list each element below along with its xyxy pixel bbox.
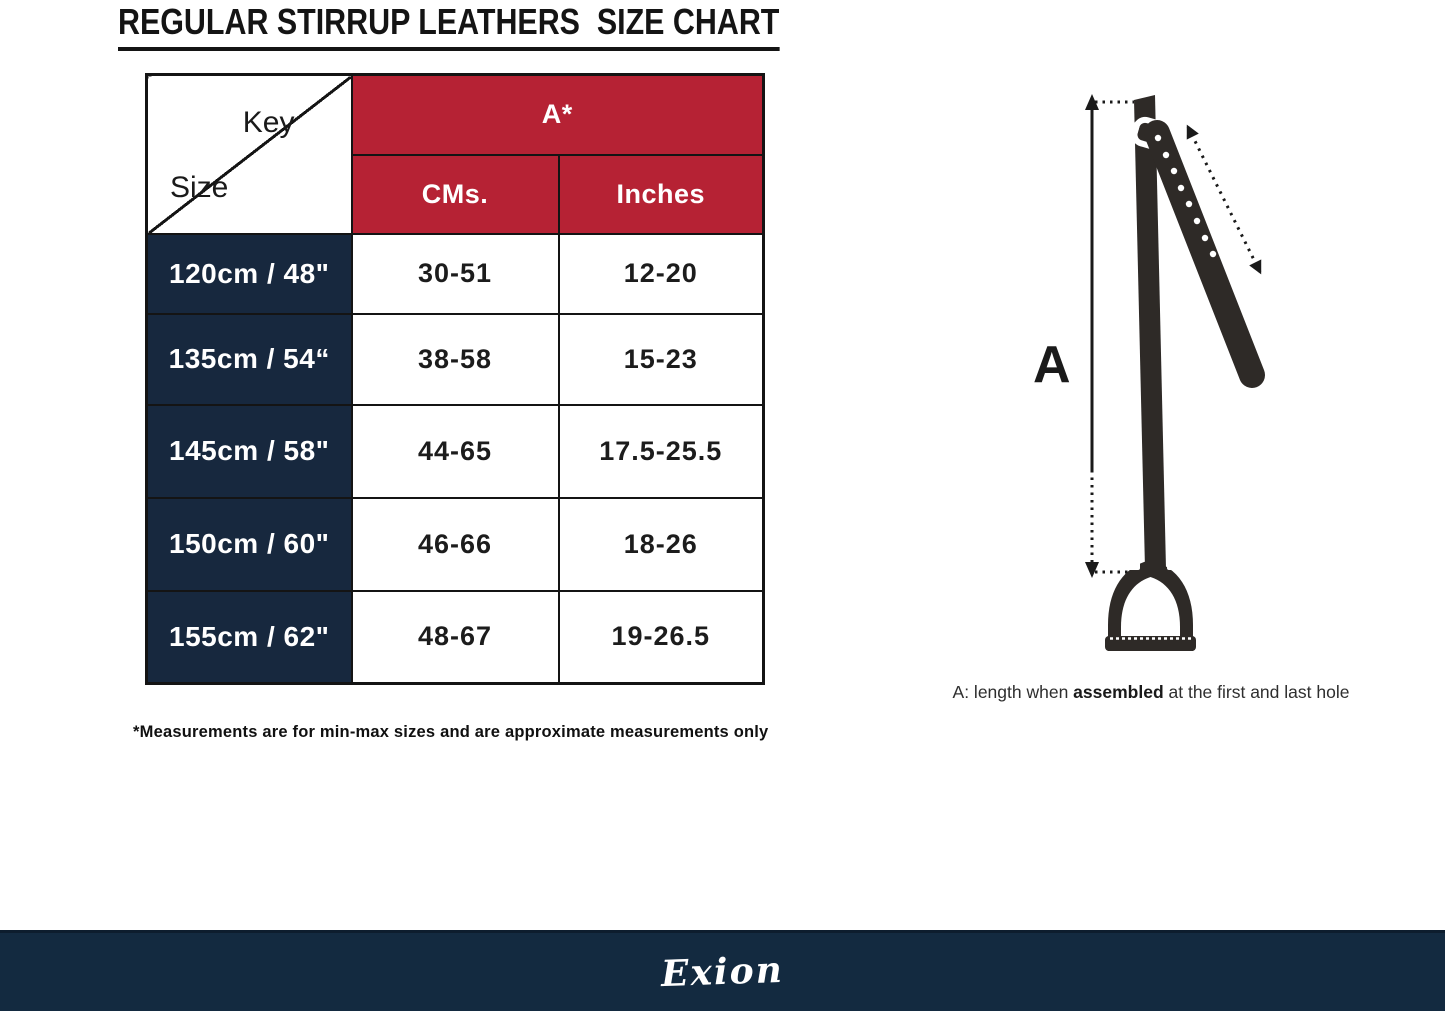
- table-row: [147, 314, 764, 405]
- cms-cell: 30-51: [352, 234, 559, 314]
- cms-cell: 48-67: [352, 591, 559, 684]
- measurement-footnote: *Measurements are for min-max sizes and are approximate measurements only: [133, 723, 769, 741]
- measure-label-a: A: [1033, 336, 1071, 394]
- caption-prefix: A: length when: [952, 682, 1074, 702]
- diagram-caption: [933, 682, 1369, 703]
- size-cell: 150cm / 60": [147, 498, 352, 591]
- measure-line-a: [1085, 94, 1134, 578]
- header-group-a: A*: [352, 75, 764, 155]
- header-row-group: [147, 75, 764, 155]
- arrow-down-icon: [1085, 562, 1099, 578]
- size-chart-table: [145, 73, 765, 685]
- size-cell: 155cm / 62": [147, 591, 352, 684]
- cms-cell: 38-58: [352, 314, 559, 405]
- inches-cell: 17.5-25.5: [559, 405, 764, 498]
- page-title: REGULAR STIRRUP LEATHERS SIZE CHART: [118, 1, 779, 51]
- header-inches: Inches: [559, 155, 764, 234]
- brand-logo: Exion: [660, 948, 785, 996]
- inches-cell: 12-20: [559, 234, 764, 314]
- corner-cell: [147, 75, 352, 234]
- inches-cell: 15-23: [559, 314, 764, 405]
- inches-cell: 18-26: [559, 498, 764, 591]
- table-row: [147, 591, 764, 684]
- corner-size-label: Size: [170, 170, 229, 204]
- stirrup-slot-right: [1167, 562, 1181, 570]
- stirrup-slot-left: [1126, 562, 1140, 570]
- leather-strap-diagonal: [1155, 133, 1252, 375]
- size-cell: 135cm / 54“: [147, 314, 352, 405]
- size-cell: 145cm / 58": [147, 405, 352, 498]
- table-row: [147, 234, 764, 314]
- header-cms: CMs.: [352, 155, 559, 234]
- caption-bold-word: assembled: [1073, 682, 1164, 702]
- table-row: [147, 405, 764, 498]
- cms-cell: 44-65: [352, 405, 559, 498]
- stirrup-leather-diagram: [1020, 85, 1410, 685]
- stirrup-iron-illustration: [1105, 560, 1196, 651]
- inches-cell: 19-26.5: [559, 591, 764, 684]
- size-cell: 120cm / 48": [147, 234, 352, 314]
- corner-key-label: Key: [242, 106, 295, 139]
- footer-bar: [0, 930, 1445, 1011]
- table-row: [147, 498, 764, 591]
- cms-cell: 46-66: [352, 498, 559, 591]
- caption-suffix: at the first and last hole: [1163, 682, 1350, 702]
